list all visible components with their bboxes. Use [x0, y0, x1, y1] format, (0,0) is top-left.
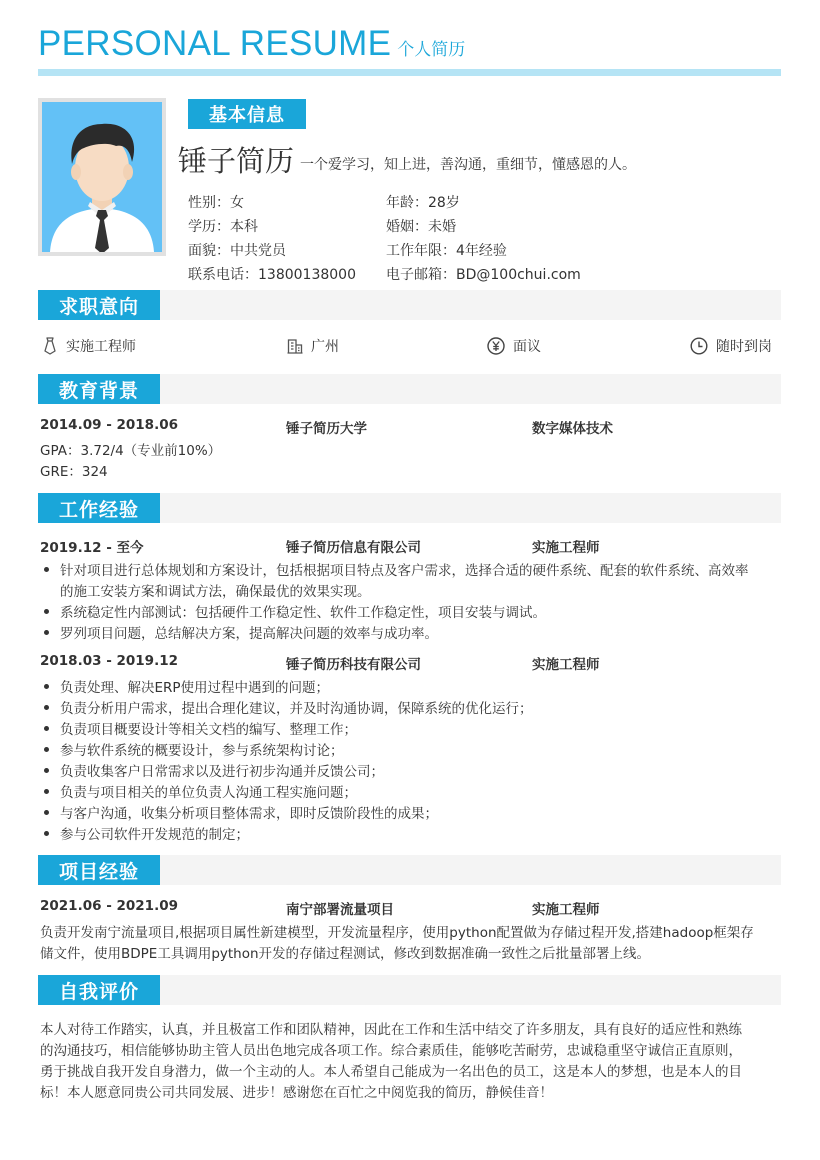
- list-item: [40, 718, 357, 738]
- profile-photo-frame: [38, 98, 166, 256]
- resume-title-en: PERSONAL RESUME: [38, 24, 392, 63]
- job2-role: 实施工程师: [532, 657, 600, 673]
- info-phone: 联系电话：13800138000: [188, 267, 356, 283]
- list-item: [40, 823, 249, 843]
- list-item: [40, 697, 533, 717]
- section-title-self-eval: 自我评价: [38, 975, 160, 1005]
- intent-availability-label: 随时到岗: [716, 339, 772, 355]
- info-gender: 性别：女: [188, 195, 244, 211]
- bullet: [44, 567, 49, 572]
- avatar-illustration: [42, 102, 162, 252]
- bullet: [44, 747, 49, 752]
- building-icon: [287, 338, 303, 354]
- self-eval-line-4: 标！本人愿意同贵公司共同发展、进步！感谢您在百忙之中阅览我的简历，静候佳音！: [40, 1085, 553, 1101]
- bullet: [44, 684, 49, 689]
- info-marital: 婚姻：未婚: [386, 219, 456, 235]
- avatar: [42, 102, 162, 252]
- job2-company: 锤子简历科技有限公司: [286, 657, 421, 673]
- section-education: [38, 374, 781, 404]
- edu-gre: GRE：324: [40, 464, 108, 480]
- bullet: [44, 789, 49, 794]
- section-title-intent: 求职意向: [38, 290, 160, 320]
- intent-availability: [690, 336, 772, 356]
- list-item: [40, 781, 357, 801]
- list-item: [40, 802, 438, 822]
- job2-item-1: 负责处理、解决ERP使用过程中遇到的问题；: [60, 680, 330, 696]
- bullet: [44, 831, 49, 836]
- list-item: [40, 739, 344, 759]
- list-item: [40, 760, 384, 780]
- edu-period: 2014.09 - 2018.06: [40, 417, 178, 433]
- intent-salary: [487, 336, 541, 356]
- job1-item-1: 针对项目进行总体规划和方案设计，包括根据项目特点及客户需求，选择合适的硬件系统、配套的软件系统、高效率: [60, 563, 749, 579]
- info-education: 学历：本科: [188, 219, 258, 235]
- edu-major: 数字媒体技术: [532, 421, 613, 437]
- self-eval-line-3: 勇于挑战自我开发自身潜力，做一个主动的人。本人希望自己能成为一名出色的员工，这是本人的梦想，也是本人的目: [40, 1064, 742, 1080]
- edu-gpa: GPA：3.72/4（专业前10%）: [40, 443, 222, 459]
- job2-item-3: 负责项目概要设计等相关文档的编写、整理工作；: [60, 722, 357, 738]
- section-project: [38, 855, 781, 885]
- job2-item-6: 负责与项目相关的单位负责人沟通工程实施问题；: [60, 785, 357, 801]
- project-period: 2021.06 - 2021.09: [40, 898, 178, 914]
- project-role: 实施工程师: [532, 902, 600, 918]
- intent-city: [287, 336, 339, 356]
- section-self-eval: [38, 975, 781, 1005]
- header-underline: [38, 69, 781, 76]
- info-email: 电子邮箱：BD@100chui.com: [386, 267, 581, 283]
- section-intent: [38, 290, 781, 320]
- job2-period: 2018.03 - 2019.12: [40, 653, 178, 669]
- job1-item-2: 系统稳定性内部测试：包括硬件工作稳定性、软件工作稳定性，项目安装与调试。: [60, 605, 546, 621]
- intent-position: [42, 336, 136, 356]
- self-eval-line-2: 的沟通技巧，相信能够协助主管人员出色地完成各项工作。综合素质佳，能够吃苦耐劳，忠诚稳重坚守诚信正直原则，: [40, 1043, 742, 1059]
- info-political: 面貌：中共党员: [188, 243, 286, 259]
- section-title-work: 工作经验: [38, 493, 160, 523]
- list-item: [40, 559, 749, 579]
- job1-item-3: 罗列项目问题，总结解决方案，提高解决问题的效率与成功率。: [60, 626, 438, 642]
- section-title-project: 项目经验: [38, 855, 160, 885]
- job2-item-7: 与客户沟通，收集分析项目整体需求，即时反馈阶段性的成果；: [60, 806, 438, 822]
- info-age: 年龄：28岁: [386, 195, 460, 211]
- self-eval-line-1: 本人对待工作踏实，认真，并且极富工作和团队精神，因此在工作和生活中结交了许多朋友，具有良好的适应性和熟练: [40, 1022, 742, 1038]
- project-name: 南宁部署流量项目: [286, 902, 394, 918]
- info-experience-years: 工作年限：4年经验: [386, 243, 507, 259]
- resume-header: [38, 24, 465, 64]
- bullet: [44, 630, 49, 635]
- candidate-name: 锤子简历: [178, 144, 295, 178]
- section-title-education: 教育背景: [38, 374, 160, 404]
- job1-role: 实施工程师: [532, 540, 600, 556]
- basic-info-badge: 基本信息: [188, 99, 306, 129]
- bullet: [44, 705, 49, 710]
- resume-title-cn: 个人简历: [397, 40, 466, 60]
- clock-icon: [690, 337, 708, 355]
- job2-item-8: 参与公司软件开发规范的制定；: [60, 827, 249, 843]
- bullet: [44, 810, 49, 815]
- tie-icon: [42, 337, 58, 355]
- edu-school: 锤子简历大学: [286, 421, 367, 437]
- list-item: [40, 676, 329, 696]
- section-work: [38, 493, 781, 523]
- list-item: [40, 601, 546, 621]
- job2-item-2: 负责分析用户需求，提出合理化建议，并及时沟通协调，保障系统的优化运行；: [60, 701, 533, 717]
- intent-city-label: 广州: [311, 339, 339, 355]
- bullet: [44, 609, 49, 614]
- job2-item-4: 参与软件系统的概要设计，参与系统架构讨论；: [60, 743, 344, 759]
- project-desc-line-1: 负责开发南宁流量项目,根据项目属性新建模型，开发流量程序，使用python配置做为存储过程开发,搭建hadoop框架存: [40, 925, 754, 941]
- project-desc-line-2: 储文件，使用BDPE工具调用python开发的存储过程测试，修改到数据准确一致性之后批量部署上线。: [40, 946, 651, 962]
- bullet: [44, 768, 49, 773]
- job1-period: 2019.12 - 至今: [40, 540, 144, 556]
- job2-item-5: 负责收集客户日常需求以及进行初步沟通并反馈公司；: [60, 764, 384, 780]
- intent-salary-label: 面议: [513, 339, 541, 355]
- candidate-motto: 一个爱学习，知上进，善沟通，重细节，懂感恩的人。: [300, 157, 636, 173]
- intent-position-label: 实施工程师: [66, 339, 136, 355]
- bullet: [44, 726, 49, 731]
- yen-icon: [487, 337, 505, 355]
- job1-company: 锤子简历信息有限公司: [286, 540, 421, 556]
- job1-item-1-cont: 的施工安装方案和调试方法，确保最优的效果实现。: [60, 584, 371, 600]
- list-item: [40, 622, 438, 642]
